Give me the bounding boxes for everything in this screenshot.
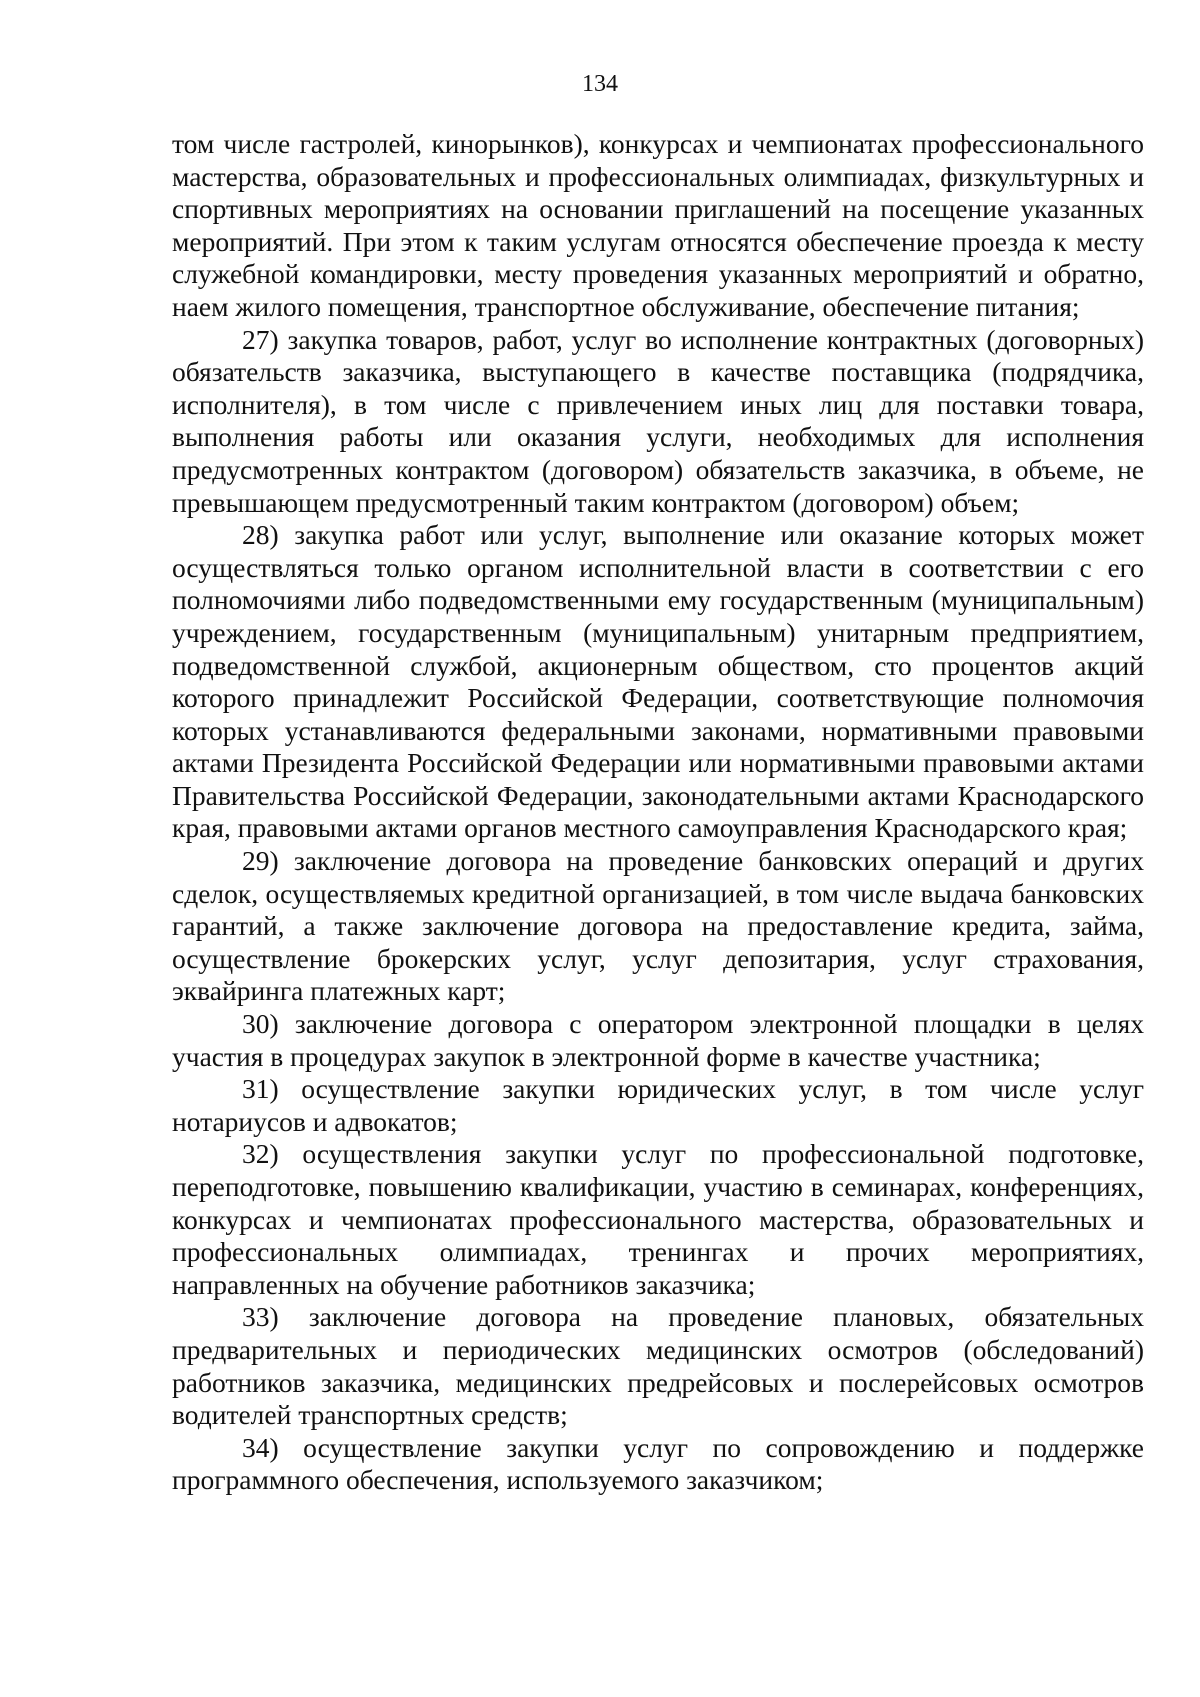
paragraph-item-34: 34) осуществление закупки услуг по сопровождению и поддержке программного обеспечения, используемого заказчиком;	[172, 1431, 1144, 1496]
paragraph-item-31: 31) осуществление закупки юридических услуг, в том числе услуг нотариусов и адвокатов;	[172, 1073, 1144, 1137]
paragraph-item-29: 29) заключение договора на проведение банковских операций и других сделок, осуществляемых кредитной организацией, в том числе выдача банковских гарантий, а также заключение договора на предоставление кредита, займа, осуществление брокерских услуг, услуг депозитария, услуг страхования, эквайринга платежных карт;	[172, 845, 1144, 1007]
paragraph-continuation: том числе гастролей, кинорынков), конкурсах и чемпионатах профессионального мастерства, образовательных и профессиональных олимпиадах, физкультурных и спортивных мероприятиях на основании приглашений на посещение указанных мероприятий. При этом к таким услугам относятся обеспечение проезда к месту служебной командировки, месту проведения указанных мероприятий и обратно, наем жилого помещения, транспортное обслуживание, обеспечение питания;	[172, 128, 1144, 322]
paragraph-item-32: 32) осуществления закупки услуг по профессиональной подготовке, переподготовке, повышению квалификации, участию в семинарах, конференциях, конкурсах и чемпионатах профессионального мастерства, образовательных и профессиональных олимпиадах, тренингах и прочих мероприятиях, направленных на обучение работников заказчика;	[172, 1138, 1144, 1300]
page-number: 134	[582, 71, 618, 97]
paragraph-item-33: 33) заключение договора на проведение плановых, обязательных предварительных и периодических медицинских осмотров (обследований) работников заказчика, медицинских предрейсовых и послерейсовых осмотров водителей транспортных средств;	[172, 1301, 1144, 1431]
document-body	[172, 128, 1144, 1497]
paragraph-item-27: 27) закупка товаров, работ, услуг во исполнение контрактных (договорных) обязательств заказчика, выступающего в качестве поставщика (подрядчика, исполнителя), в том числе с привлечением иных лиц для поставки товара, выполнения работы или оказания услуги, необходимых для исполнения предусмотренных контрактом (договором) обязательств заказчика, в объеме, не превышающем предусмотренный таким контрактом (договором) объем;	[172, 323, 1144, 518]
paragraph-item-28: 28) закупка работ или услуг, выполнение или оказание которых может осуществляться только органом исполнительной власти в соответствии с его полномочиями либо подведомственными ему государственным (муниципальным) учреждением, государственным (муниципальным) унитарным предприятием, подведомственной службой, акционерным обществом, сто процентов акций которого принадлежит Российской Федерации, соответствующие полномочия которых устанавливаются федеральными законами, нормативными правовыми актами Президента Российской Федерации или нормативными правовыми актами Правительства Российской Федерации, законодательными актами Краснодарского края, правовыми актами органов местного самоуправления Краснодарского края;	[172, 519, 1144, 844]
paragraph-item-30: 30) заключение договора с оператором электронной площадки в целях участия в процедурах закупок в электронной форме в качестве участника;	[172, 1008, 1144, 1072]
